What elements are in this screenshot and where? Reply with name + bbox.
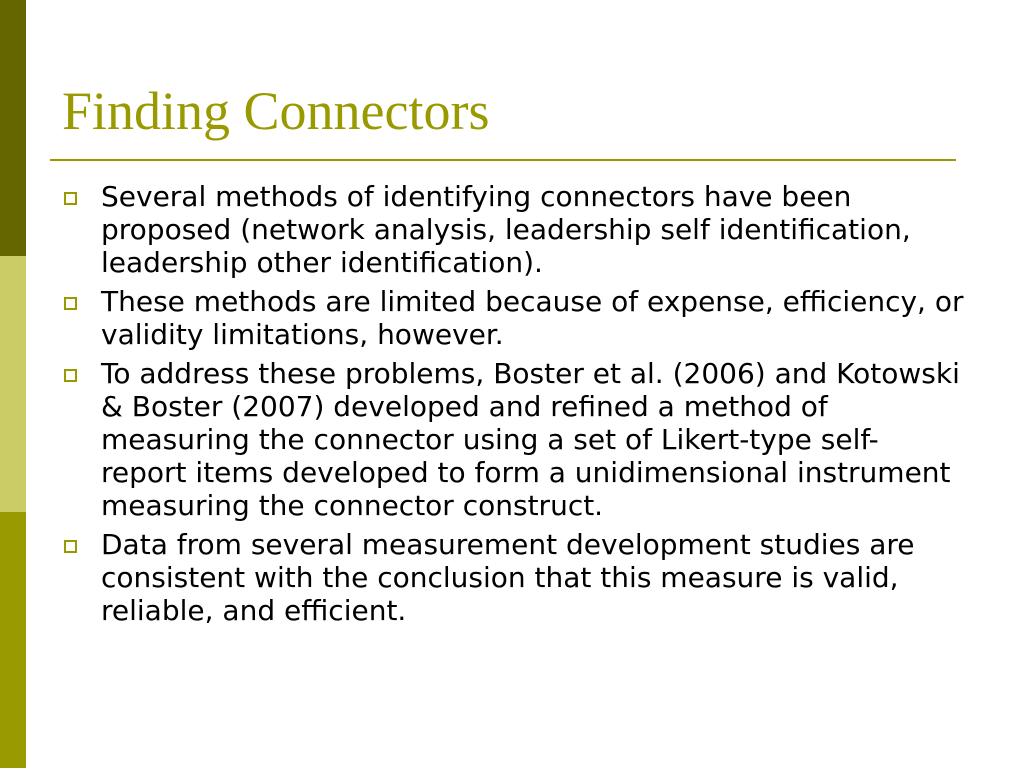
bullet-list — [64, 180, 964, 633]
bullet-text: These methods are limited because of expense, efficiency, or validity limitations, however. — [101, 285, 964, 351]
side-bar-segment-mid — [0, 512, 26, 768]
side-bar-segment-light — [0, 256, 26, 512]
bullet-item — [64, 285, 964, 351]
bullet-item — [64, 357, 964, 522]
bullet-text: To address these problems, Boster et al. (2006) and Kotowski & Boster (2007) developed and refined a method of measuring the connector using a set of Likert-type self-report items developed to form a unidimensional instrument measuring the connector construct. — [101, 357, 960, 522]
square-bullet-icon — [64, 192, 77, 205]
bullet-item — [64, 528, 964, 627]
slide-title: Finding Connectors — [62, 81, 490, 141]
side-bar-segment-dark — [0, 0, 26, 256]
square-bullet-icon — [64, 540, 77, 553]
square-bullet-icon — [64, 369, 77, 382]
bullet-item — [64, 180, 964, 279]
bullet-text: Several methods of identifying connectors have been proposed (network analysis, leadership self identification, leadership other identification). — [101, 180, 911, 279]
square-bullet-icon — [64, 297, 77, 310]
title-underline-rule — [50, 159, 956, 161]
bullet-text: Data from several measurement development studies are consistent with the conclusion that this measure is valid, reliable, and efficient. — [101, 528, 915, 627]
side-accent-bar — [0, 0, 26, 768]
